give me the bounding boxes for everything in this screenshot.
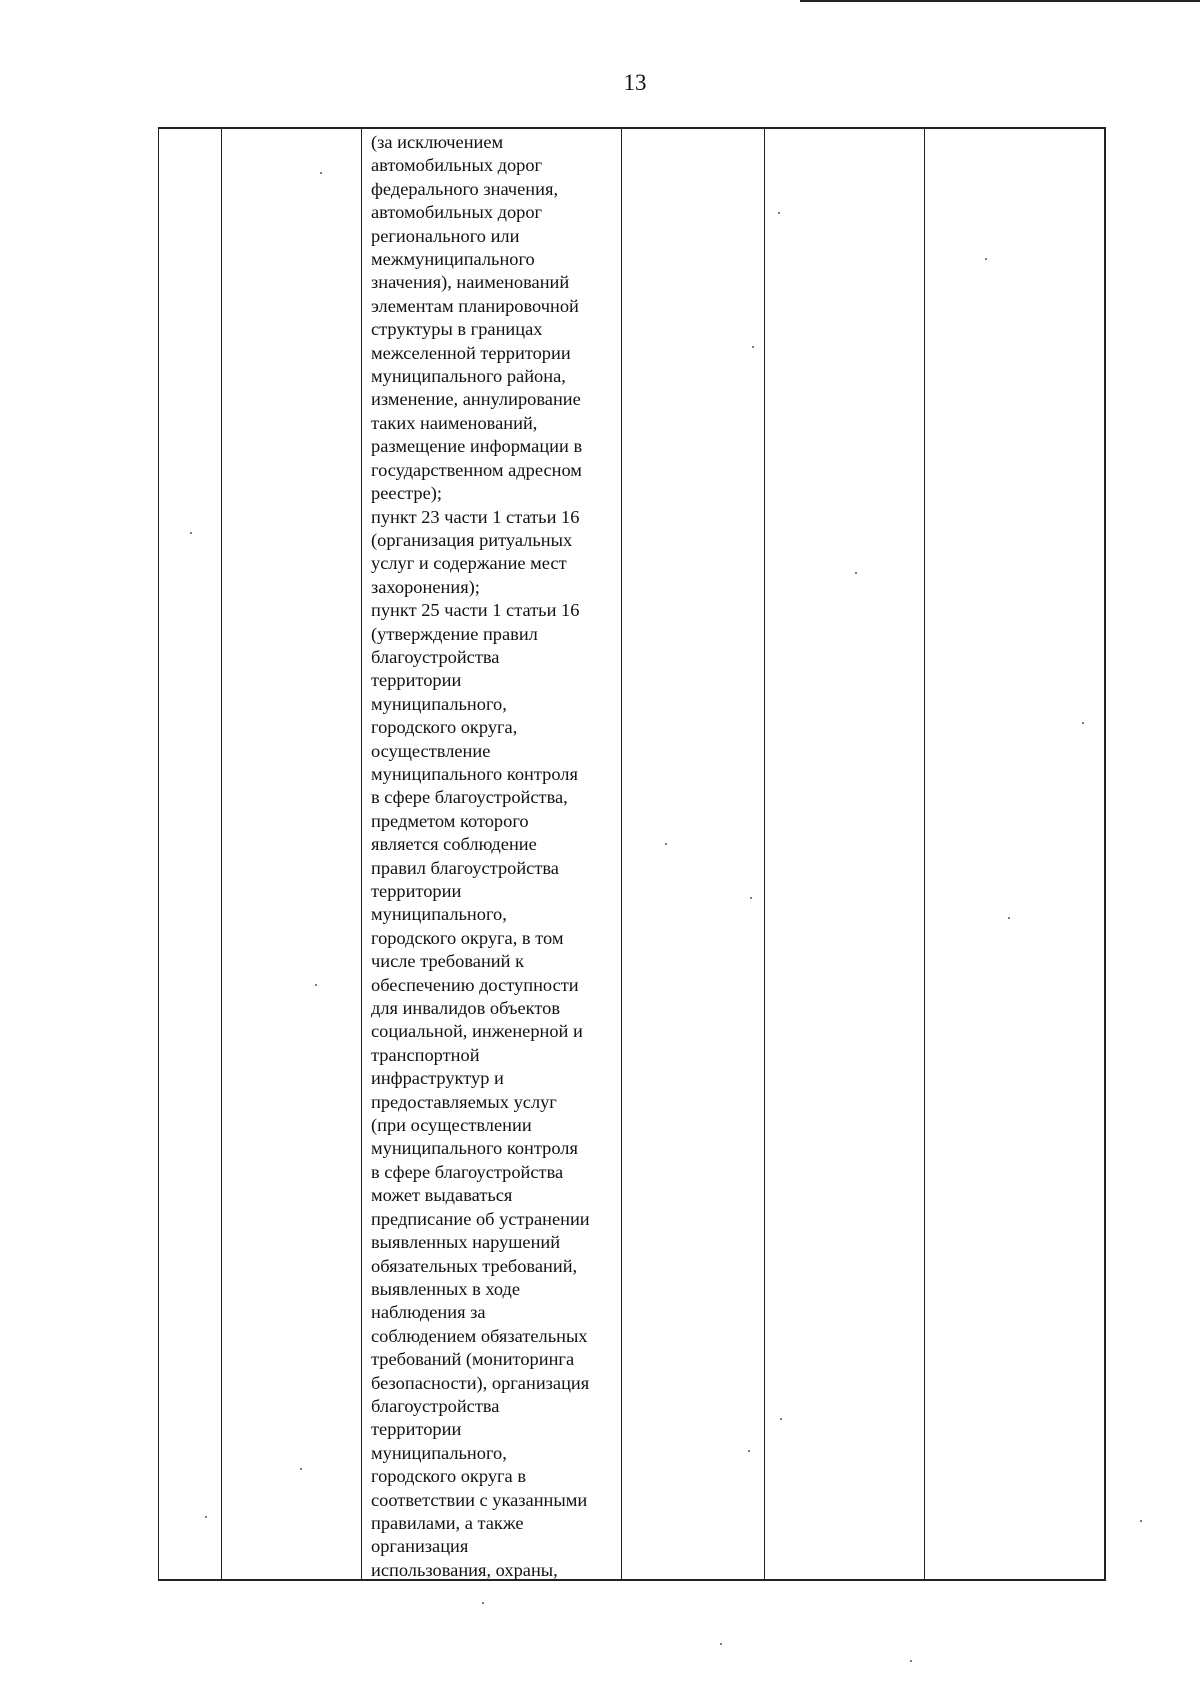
scan-speck — [300, 1468, 302, 1470]
column-divider — [764, 129, 765, 1579]
page-number: 13 — [623, 70, 647, 95]
scan-speck — [748, 1450, 750, 1452]
scan-speck — [778, 212, 780, 214]
scan-speck — [752, 346, 754, 348]
scan-speck — [482, 1602, 484, 1604]
scan-speck — [1008, 917, 1010, 919]
scan-speck — [750, 897, 752, 899]
column-divider — [361, 129, 362, 1579]
scan-speck — [320, 172, 322, 174]
scan-speck — [315, 984, 317, 986]
column-divider — [621, 129, 622, 1579]
scan-speck — [780, 1418, 782, 1420]
scan-speck — [665, 843, 667, 845]
scan-speck — [1140, 1520, 1142, 1522]
scan-edge-line — [800, 0, 1200, 2]
scan-speck — [985, 258, 987, 260]
scan-speck — [205, 1516, 207, 1518]
scan-speck — [910, 1660, 912, 1662]
scan-speck — [190, 532, 192, 534]
column-divider — [221, 129, 222, 1579]
column-divider — [924, 129, 925, 1579]
table-cell-description: (за исключением автомобильных дорог федерального значения, автомобильных дорог регионального или межмуниципального значения), наименований элементам планировочной структуры в границах межселенной территории муниципального района, изменение, аннулирование таких наименований, размещение информации в государственном адресном реестре); пункт 23 части 1 статьи 16 (организация ритуальных услуг и содержание мест захоронения); пункт 25 части 1 статьи 16 (утверждение правил благоустройства территории муниципального, городского округа, осуществление муниципального контроля в сфере благоустройства, предметом которого является соблюдение правил благоустройства территории муниципального, городского округа, в том числе требований к обеспечению доступности для инвалидов объектов социальной, инженерной и транспортной инфраструктур и предоставляемых услуг (при осуществлении муниципального контроля в сфере благоустройства может выдаваться предписание об устранении выявленных нарушений обязательных требований, выявленных в ходе наблюдения за соблюдением обязательных требований (мониторинга безопасности), организация благоустройства территории муниципального, городского округа в соответствии с указанными правилами, а также организация использования, охраны, — [371, 132, 590, 1580]
scan-speck — [720, 1643, 722, 1645]
scan-speck — [1082, 722, 1084, 724]
scan-speck — [855, 572, 857, 574]
document-table — [158, 127, 1106, 1581]
